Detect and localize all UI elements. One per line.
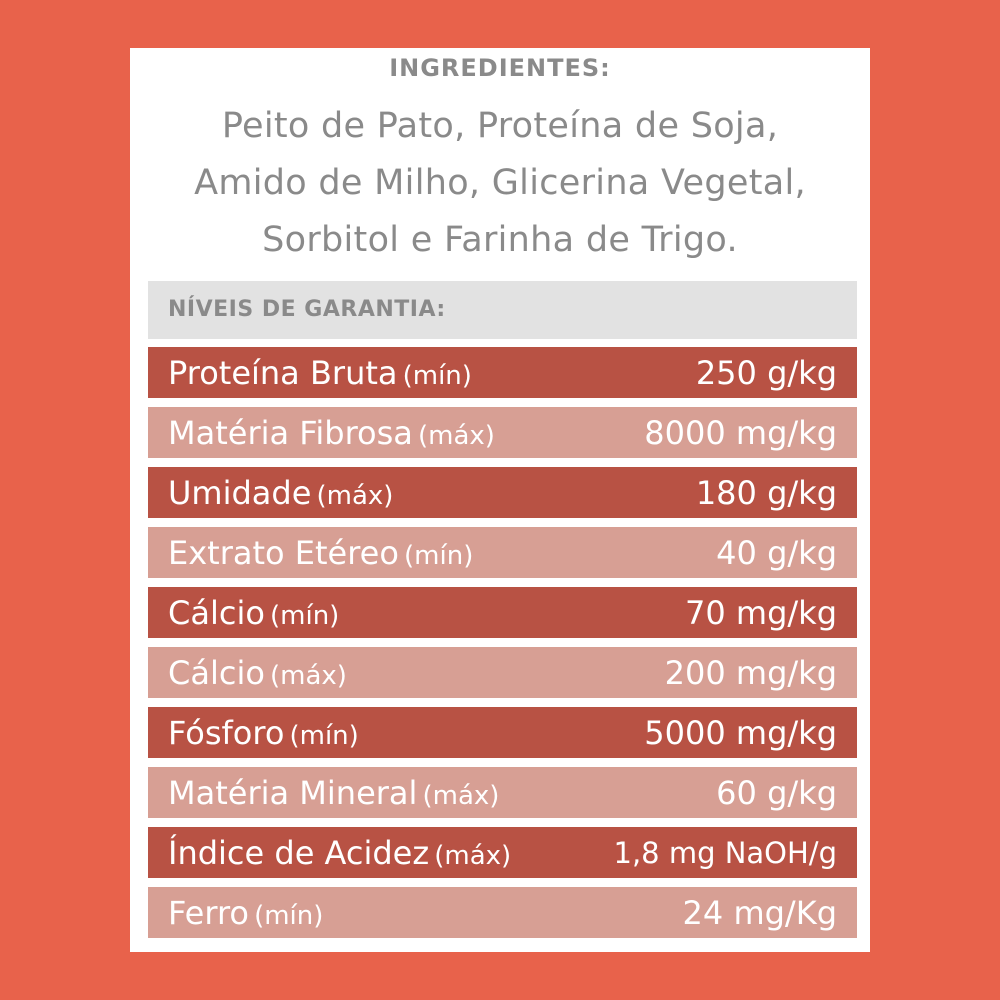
nutrient-qualifier: (mín)	[254, 900, 324, 931]
nutrient-value: 8000 mg/kg	[644, 413, 837, 452]
row-label	[168, 774, 499, 812]
ingredients-text	[130, 98, 870, 269]
table-row	[148, 707, 857, 758]
ingredients-line: Peito de Pato, Proteína de Soja,	[221, 106, 779, 146]
ingredients-line: Amido de Milho, Glicerina Vegetal,	[194, 163, 806, 203]
nutrient-qualifier: (máx)	[270, 660, 347, 691]
table-row	[148, 587, 857, 638]
nutrient-value: 180 g/kg	[695, 473, 837, 512]
nutrient-qualifier: (máx)	[316, 480, 394, 511]
ingredients-line: Sorbitol e Farinha de Trigo.	[262, 220, 738, 260]
table-row	[148, 407, 857, 458]
nutrient-value: 200 mg/kg	[664, 653, 837, 692]
guarantee-table	[148, 281, 857, 938]
guarantee-heading: NÍVEIS DE GARANTIA:	[148, 281, 857, 339]
table-row	[148, 647, 857, 698]
table-row	[148, 527, 857, 578]
row-label	[168, 414, 495, 452]
nutrient-name: Índice de Acidez	[168, 833, 430, 872]
nutrient-qualifier: (mín)	[404, 540, 474, 571]
nutrient-qualifier: (mín)	[289, 720, 359, 751]
table-row	[148, 827, 857, 878]
row-label	[168, 354, 472, 392]
nutrient-value: 24 mg/Kg	[682, 893, 837, 932]
nutrient-qualifier: (máx)	[434, 840, 512, 871]
nutrient-qualifier: (mín)	[270, 600, 340, 631]
nutrient-name: Matéria Mineral	[168, 773, 418, 812]
table-row	[148, 887, 857, 938]
table-row	[148, 767, 857, 818]
row-label	[168, 714, 359, 752]
nutrient-value: 40 g/kg	[716, 533, 837, 572]
table-row	[148, 467, 857, 518]
row-label	[168, 474, 393, 512]
ingredients-heading: INGREDIENTES:	[389, 54, 611, 82]
nutrient-name: Proteína Bruta	[168, 353, 398, 392]
nutrient-name: Cálcio	[168, 653, 265, 692]
nutrient-name: Extrato Etéreo	[168, 533, 399, 572]
nutrient-name: Matéria Fibrosa	[168, 413, 413, 452]
nutrient-name: Ferro	[168, 893, 249, 932]
row-label	[168, 534, 473, 572]
nutrition-card	[130, 48, 870, 952]
nutrient-name: Cálcio	[168, 593, 265, 632]
nutrient-value: 1,8 mg NaOH/g	[613, 835, 837, 870]
nutrient-value: 5000 mg/kg	[644, 713, 837, 752]
nutrient-value: 250 g/kg	[695, 353, 837, 392]
nutrient-qualifier: (máx)	[417, 420, 495, 451]
row-label	[168, 594, 339, 632]
nutrient-qualifier: (máx)	[422, 780, 500, 811]
row-label	[168, 894, 323, 932]
table-row	[148, 347, 857, 398]
row-label	[168, 834, 511, 872]
nutrient-name: Fósforo	[168, 713, 285, 752]
nutrient-qualifier: (mín)	[402, 360, 472, 391]
nutrient-name: Umidade	[168, 473, 312, 512]
row-label	[168, 654, 347, 692]
nutrient-value: 60 g/kg	[716, 773, 837, 812]
nutrient-value: 70 mg/kg	[685, 593, 837, 632]
